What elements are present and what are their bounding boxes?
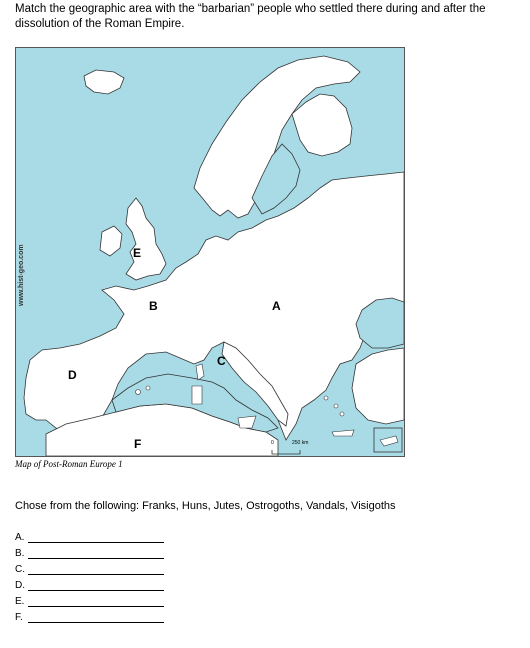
aegean-island: [340, 412, 344, 416]
map-watermark: [16, 198, 30, 308]
map-label-c: C: [217, 354, 226, 368]
anatomia-landmass: [352, 348, 404, 424]
finland-landmass: [292, 94, 352, 156]
answer-letter: B.: [15, 548, 25, 559]
map-label-d: D: [68, 368, 77, 382]
britain-landmass: [126, 198, 166, 280]
answer-letter: F.: [15, 612, 23, 623]
answer-blank[interactable]: [28, 590, 164, 591]
map-drawing: [16, 48, 404, 456]
balearic-island: [146, 386, 150, 390]
answer-blank[interactable]: [28, 574, 164, 575]
ireland-landmass: [100, 226, 122, 256]
aegean-island: [324, 396, 328, 400]
map-label-a: A: [272, 299, 281, 313]
answer-letter: E.: [15, 596, 25, 607]
answer-blank[interactable]: [28, 622, 164, 623]
sardinia-landmass: [192, 386, 202, 404]
answer-letter: C.: [15, 564, 25, 575]
iceland-landmass: [84, 70, 124, 94]
aegean-island: [334, 404, 338, 408]
question-prompt: Match the geographic area with the “barbarian” people who settled there during and after the dissolution of the Roman Empire.: [15, 3, 486, 30]
answer-blank[interactable]: [28, 542, 164, 543]
watermark-text: www.hist-geo.com: [18, 244, 25, 306]
answer-blank[interactable]: [28, 558, 164, 559]
corsica-landmass: [196, 364, 204, 380]
answer-letter: A.: [15, 532, 25, 543]
map-caption: Map of Post-Roman Europe 1: [15, 459, 123, 469]
map-label-e: E: [133, 246, 142, 260]
map-label-b: B: [149, 299, 158, 313]
choices-text: Chose from the following: Franks, Huns, Jutes, Ostrogoths, Vandals, Visigoths: [15, 500, 396, 512]
map-label-f: F: [134, 437, 142, 451]
scale-zero: 0: [271, 440, 274, 446]
crete-landmass: [332, 430, 354, 436]
answer-letter: D.: [15, 580, 25, 591]
scale-text: 250 km: [292, 440, 309, 446]
balearic-island: [136, 390, 141, 395]
answer-blank[interactable]: [28, 606, 164, 607]
europe-map: [15, 47, 405, 457]
